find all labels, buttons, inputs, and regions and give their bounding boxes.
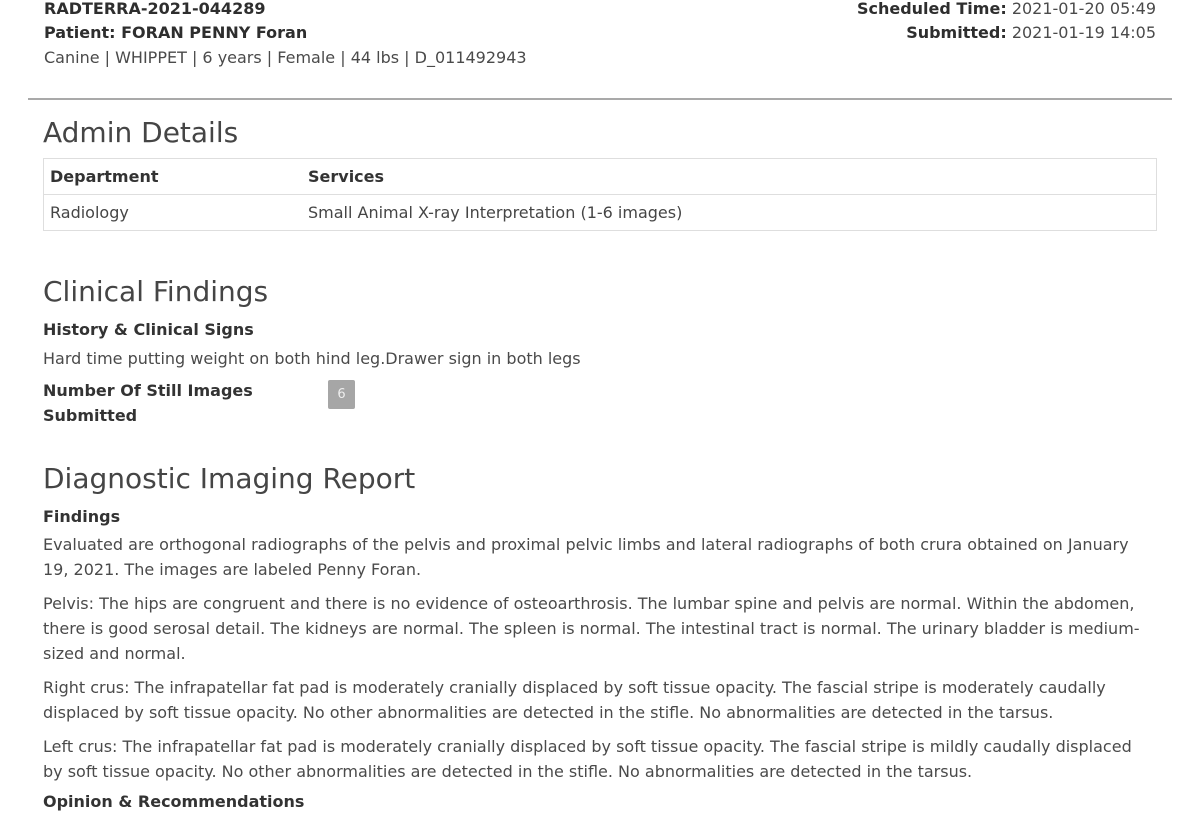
submitted-label: Submitted: [906, 23, 1007, 42]
findings-paragraph: Evaluated are orthogonal radiographs of the pelvis and proximal pelvic limbs and lateral radiographs of both crura obtained on January 19, 2021. The images are labeled Penny Foran. [43, 535, 1129, 579]
table-header-row [44, 159, 1157, 195]
admin-details-table [43, 158, 1157, 231]
patient-label: Patient: [44, 23, 116, 42]
scheduled-label: Scheduled Time: [856, 0, 1007, 18]
department-header: Department [44, 159, 303, 195]
scheduled-time [857, 0, 1156, 21]
schedule-info [857, 0, 1156, 45]
patient-meta: Canine | WHIPPET | 6 years | Female | 44 lbs | D_011492943 [44, 48, 527, 67]
department-cell: Radiology [44, 195, 303, 231]
patient-info [44, 0, 527, 70]
patient-line [44, 21, 527, 45]
header-divider [28, 98, 1172, 100]
services-header: Services [302, 159, 1157, 195]
admin-details-title: Admin Details [43, 116, 239, 149]
findings-label: Findings [43, 507, 121, 526]
findings-paragraph: Right crus: The infrapatellar fat pad is moderately cranially displaced by soft tissue opacity. The fascial stripe is moderately caudally displaced by soft tissue opacity. No other abnormalities are detected in the stifle. No abnormalities are detected in the tarsus. [43, 678, 1106, 722]
history-text: Hard time putting weight on both hind leg.Drawer sign in both legs [43, 349, 581, 368]
opinion-heading: Opinion & Recommendations [43, 792, 305, 811]
findings-paragraph: Left crus: The infrapatellar fat pad is moderately cranially displaced by soft tissue opacity. The fascial stripe is mildly caudally displaced by soft tissue opacity. No other abnormalities are detected in the stifle. No abnormalities are detected in the tarsus. [43, 737, 1132, 781]
still-images-count-badge: 6 [328, 380, 355, 409]
history-label: History & Clinical Signs [43, 320, 254, 339]
report-id: RADTERRA-2021-044289 [44, 0, 266, 18]
patient-name: FORAN PENNY Foran [121, 23, 308, 42]
findings-paragraph: Pelvis: The hips are congruent and there is no evidence of osteoarthrosis. The lumbar spine and pelvis are normal. Within the abdomen, there is good serosal detail. The kidneys are normal. The spleen is normal. The intestinal tract is normal. The urinary bladder is medium-sized and normal. [43, 594, 1140, 663]
scheduled-value: 2021-01-20 05:49 [1011, 0, 1156, 18]
still-images-label: Number Of Still Images Submitted [43, 381, 253, 425]
table-row [44, 195, 1157, 231]
services-cell: Small Animal X-ray Interpretation (1-6 images) [302, 195, 1157, 231]
clinical-findings-title: Clinical Findings [43, 275, 269, 308]
diagnostic-report-title: Diagnostic Imaging Report [43, 462, 416, 495]
submitted-value: 2021-01-19 14:05 [1011, 23, 1156, 42]
submitted-time [857, 21, 1156, 45]
findings-body [43, 532, 1155, 793]
report-header [44, 0, 1156, 77]
